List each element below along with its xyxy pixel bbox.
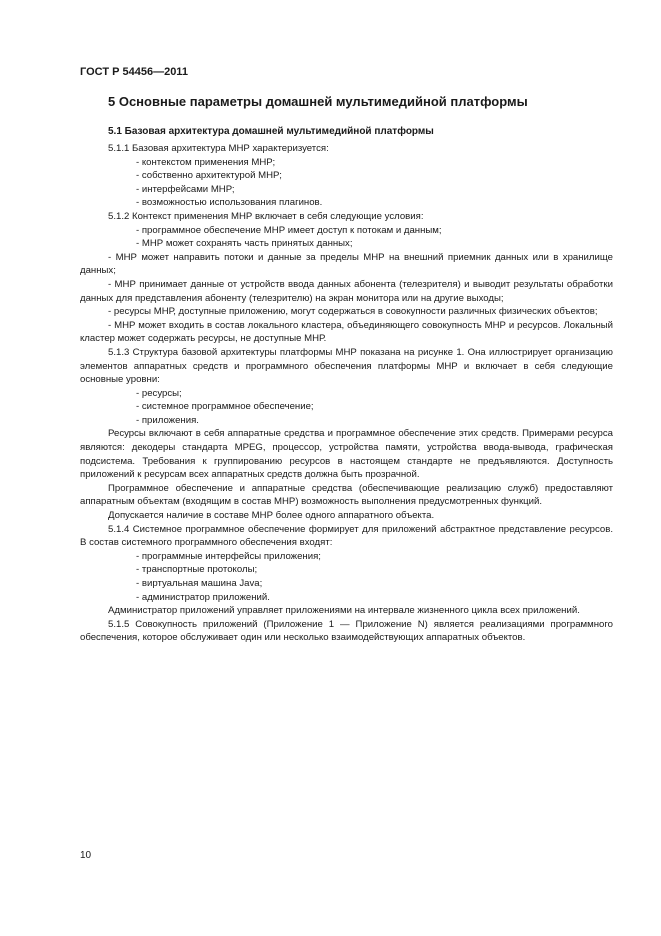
list-item: - возможностью использования плагинов. [136, 197, 323, 209]
paragraph: - МНР принимает данные от устройств ввода данных абонента (телезрителя) и выводит результаты обработки данных для представления абоненту (телезрителю) на экран монитора или на другие выходы; [80, 278, 613, 304]
paragraph: 5.1.3 Структура базовой архитектуры платформы МНР показана на рисунке 1. Она иллюстрирует организацию элементов аппаратных средств и программного обеспечения платформы МНР и включает в себя следующие основные уровни: [80, 346, 613, 386]
list-item: - системное программное обеспечение; [136, 401, 314, 413]
section-title: 5 Основные параметры домашней мультимедийной платформы [108, 94, 528, 109]
body-text [80, 142, 613, 645]
list-item: - виртуальная машина Java; [136, 578, 263, 589]
paragraph: 5.1.2 Контекст применения МНР включает в себя следующие условия: [108, 210, 424, 222]
paragraph: 5.1.4 Системное программное обеспечение формирует для приложений абстрактное представление ресурсов. В состав системного программного обеспечения входят: [80, 523, 613, 549]
paragraph: Ресурсы включают в себя аппаратные средства и программное обеспечение этих средств. Примерами ресурса являются: декодеры стандарта MPEG, процессор, устройства памяти, устройства ввода-вывода, графическая подсистема. Требования к группированию ресурсов в настоящем стандарте не предъявляются. Доступность приложений к ресурсам всех аппаратных средств должна быть прозрачной. [80, 428, 613, 481]
list-item: - МНР может сохранять часть принятых данных; [136, 238, 353, 250]
paragraph: Программное обеспечение и аппаратные средства (обеспечивающие реализацию служб) предоставляют аппаратным объектам (входящим в состав МНР) возможность выполнения предусмотренных функций. [80, 482, 613, 508]
subsection-title: 5.1 Базовая архитектура домашней мультимедийной платформы [108, 126, 434, 137]
paragraph: Администратор приложений управляет приложениями на интервале жизненного цикла всех приложений. [108, 605, 580, 617]
list-item: - администратор приложений. [136, 591, 270, 603]
list-item: - контекстом применения МНР; [136, 156, 276, 168]
list-item: - собственно архитектурой МНР; [136, 170, 282, 182]
page-number: 10 [80, 850, 92, 861]
list-item: - приложения. [136, 414, 199, 426]
paragraph: 5.1.1 Базовая архитектура МНР характеризуется: [108, 143, 329, 154]
list-item: - ресурсы; [136, 387, 182, 399]
paragraph: - МНР может входить в состав локального кластера, объединяющего совокупность МНР и ресурсов. Локальный кластер может содержать ресурсы, не доступные МНР. [80, 319, 613, 345]
list-item: - программное обеспечение МНР имеет доступ к потокам и данным; [136, 224, 442, 236]
paragraph: - ресурсы МНР, доступные приложению, могут содержаться в совокупности различных физических объектов; [108, 306, 598, 318]
document-header: ГОСТ Р 54456—2011 [80, 66, 188, 78]
list-item: - транспортные протоколы; [136, 564, 258, 576]
paragraph: 5.1.5 Совокупность приложений (Приложение 1 — Приложение N) является реализациями программного обеспечения, которое обслуживает один или несколько взаимодействующих аппаратных объектов. [80, 618, 613, 644]
list-item: - интерфейсами МНР; [136, 183, 235, 195]
list-item: - программные интерфейсы приложения; [136, 550, 321, 562]
paragraph: Допускается наличие в составе МНР более одного аппаратного объекта. [108, 510, 435, 522]
paragraph: - МНР может направить потоки и данные за пределы МНР на внешний приемник данных или в хранилище данных; [80, 251, 613, 277]
